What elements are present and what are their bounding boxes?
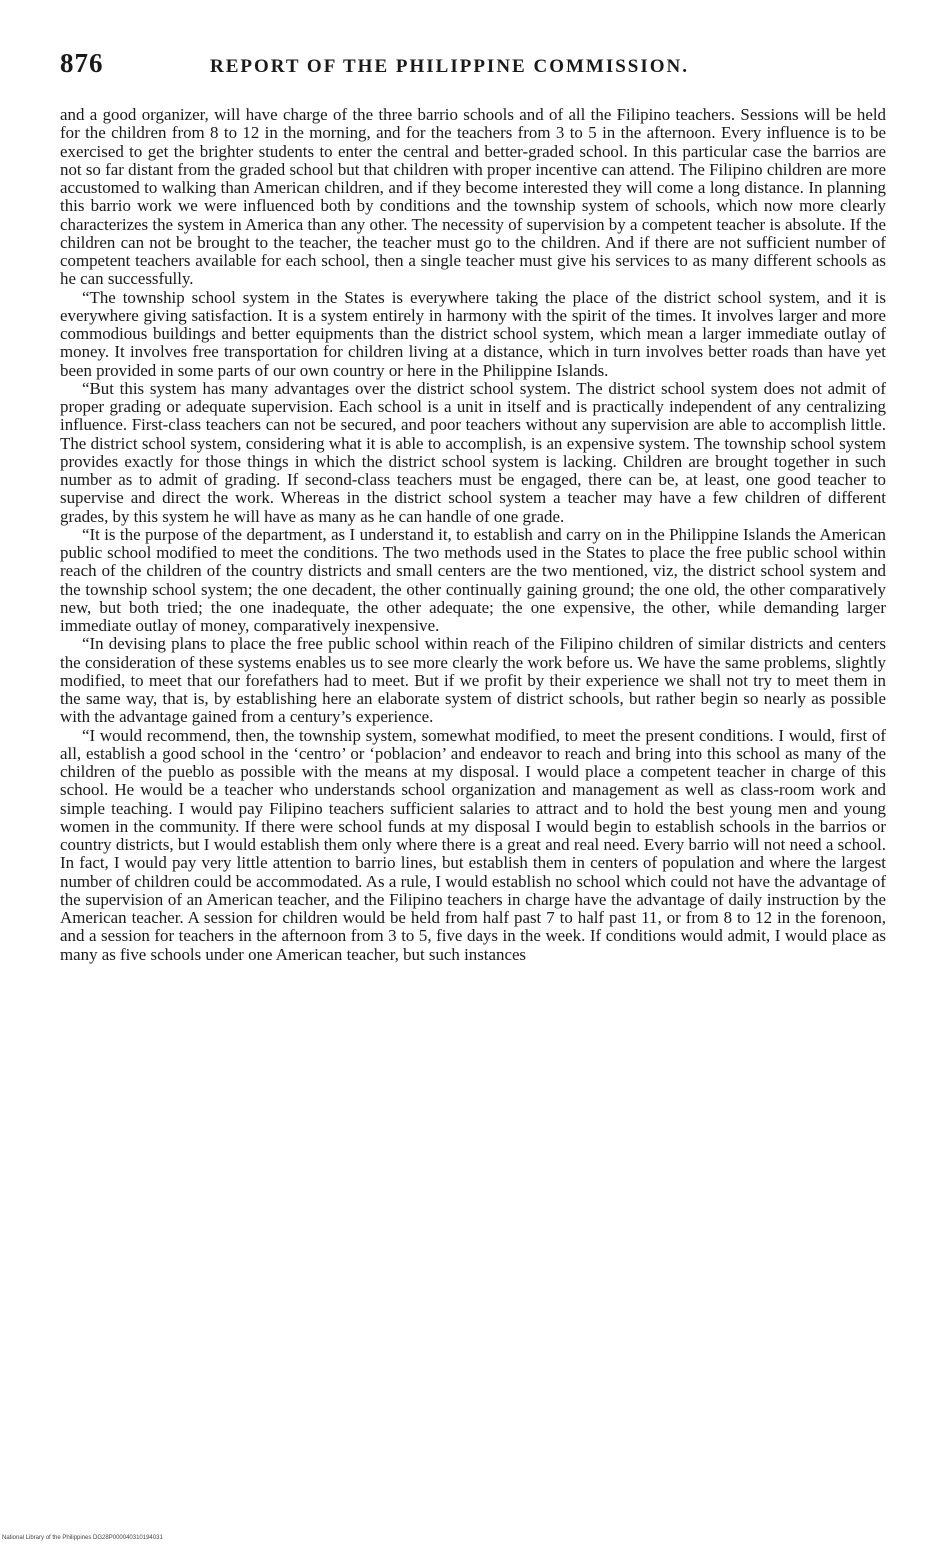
scan-footer: National Library of the Philippines DG28P000040310194031 [2, 1535, 163, 1541]
page-number: 876 [60, 48, 104, 78]
document-page [60, 48, 886, 964]
running-title: REPORT OF THE PHILIPPINE COMMISSION. [210, 56, 690, 77]
body-text [60, 106, 886, 964]
paragraph: “But this system has many advantages over the district school system. The district school system does not admit of proper grading or adequate supervision. Each school is a unit in itself and is practically independent of any centralizing influence. First-class teachers can not be secured, and poor teachers without any supervision are able to accomplish little. The district school system, considering what it is able to accomplish, is an expensive system. The township school system provides exactly for those things in which the district school system is lacking. Children are brought together in such number as to admit of grading. If second-class teachers must be engaged, there can be, at least, one good teacher to supervise and direct the work. Whereas in the district school system a teacher may have a few children of different grades, by this system he will have as many as he can handle of one grade. [60, 378, 886, 526]
paragraph: “The township school system in the States is everywhere taking the place of the district school system, and it is everywhere giving satisfaction. It is a system entirely in harmony with the spirit of the times. It involves larger and more commodious buildings and better equipments than the district school system, which mean a larger immediate outlay of money. It involves free transportation for children living at a distance, which in turn involves better roads than have yet been provided in some parts of our own country or here in the Philippine Islands. [60, 287, 886, 380]
paragraph: and a good organizer, will have charge of the three barrio schools and of all the Filipino teachers. Sessions will be held for the children from 8 to 12 in the morning, and for the teachers from 3 to 5 in the afternoon. Every influence is to be exercised to get the brighter students to enter the central and better-graded school. In this particular case the barrios are not so far distant from the graded school but that children with proper incentive can attend. The Filipino children are more accustomed to walking than American children, and if they become interested they will come a long distance. In planning this barrio work we were influenced both by conditions and the township system of schools, which now more clearly characterizes the system in America than any other. The necessity of supervision by a competent teacher is absolute. If the children can not be brought to the teacher, the teacher must go to the children. And if there are not sufficient number of competent teachers available for each school, then a single teacher must give his services to as many different schools as he can successfully. [60, 105, 886, 289]
paragraph: “I would recommend, then, the township system, somewhat modified, to meet the present conditions. I would, first of all, establish a good school in the ‘centro’ or ‘poblacion’ and endeavor to reach and bring into this school as many of the children of the pueblo as possible with the means at my disposal. I would place a competent teacher in charge of this school. He would be a teacher who understands school organization and management as well as class-room work and simple teaching. I would pay Filipino teachers sufficient salaries to attract and to hold the best young men and young women in the community. If there were school funds at my disposal I would begin to establish schools in the barrios or country districts, but I would establish them only where there is a great and real need. Every barrio will not need a school. In fact, I would pay very little attention to barrio lines, but establish them in centers of population and where the largest number of children could be accommodated. As a rule, I would establish no school which could not have the advantage of the supervision of an American teacher, and the Filipino teachers in charge have the advantage of daily instruction by the American teacher. A session for children would be held from half past 7 to half past 11, or from 8 to 12 in the forenoon, and a session for teachers in the afternoon from 3 to 5, five days in the week. If conditions would admit, I would place as many as five schools under one American teacher, but such instances [60, 725, 886, 964]
page-header [60, 48, 886, 100]
paragraph: “In devising plans to place the free public school within reach of the Filipino children of similar districts and centers the consideration of these systems enables us to see more clearly the work before us. We have the same problems, slightly modified, to meet that our forefathers had to meet. But if we profit by their experience we shall not try to meet them in the same way, that is, by establishing here an elaborate system of district schools, but rather begin so nearly as possible with the advantage gained from a century’s experience. [60, 634, 886, 727]
paragraph: “It is the purpose of the department, as I understand it, to establish and carry on in the Philippine Islands the American public school modified to meet the conditions. The two methods used in the States to place the free public school within reach of the children of the country districts and small centers are the two mentioned, viz, the district school system and the township school system; the one decadent, the other continually gaining ground; the one old, the other comparatively new, but both tried; the one inadequate, the other adequate; the one expensive, the other, while demanding larger immediate outlay of money, comparatively inexpensive. [60, 524, 886, 635]
